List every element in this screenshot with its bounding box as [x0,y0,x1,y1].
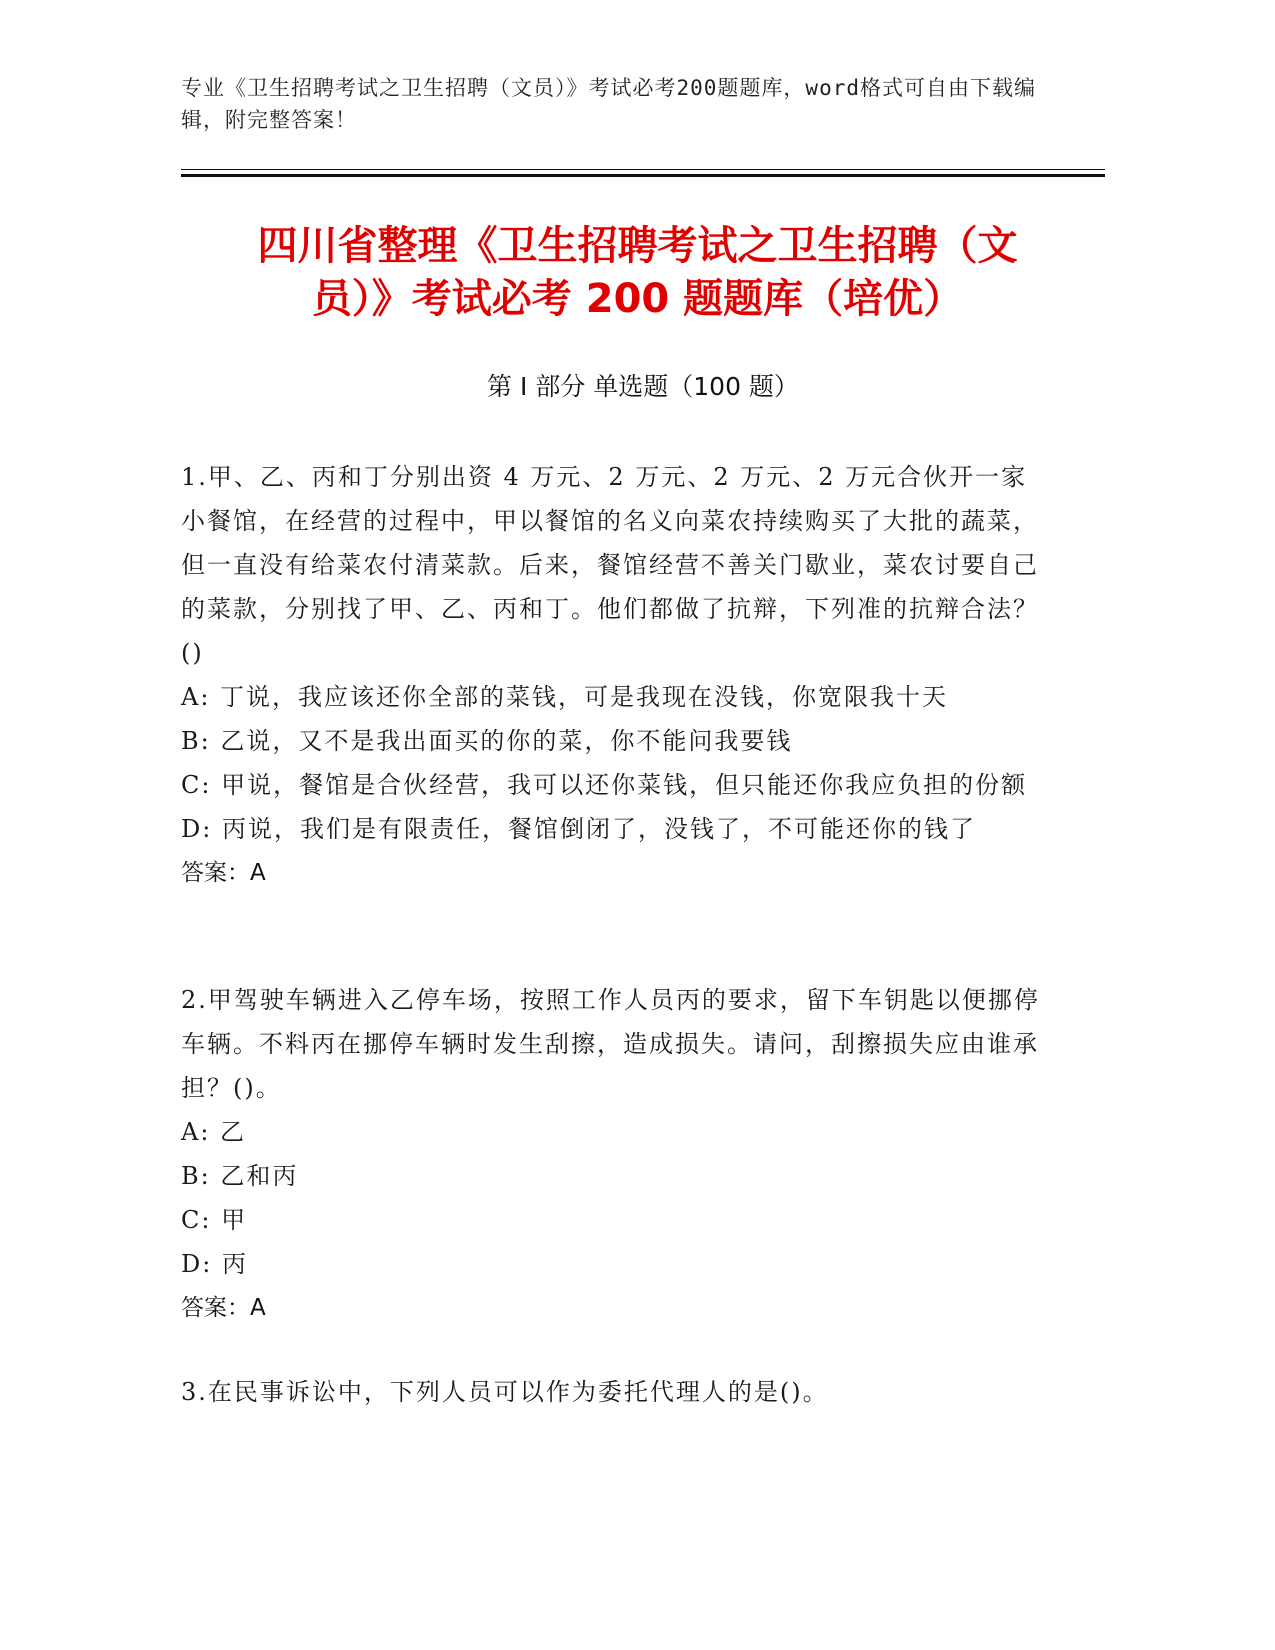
option-b: B: 乙说，又不是我出面买的你的菜，你不能问我要钱 [181,727,793,755]
option-d: D: 丙说，我们是有限责任，餐馆倒闭了，没钱了，不可能还你的钱了 [181,815,976,843]
option-a: A: 丁说，我应该还你全部的菜钱，可是我现在没钱，你宽限我十天 [181,683,949,711]
option-c: C: 甲 [181,1206,248,1234]
option-d: D: 丙 [181,1250,248,1278]
header-note: 专业《卫生招聘考试之卫生招聘（文员）》考试必考200题题库，word格式可自由下载编辑，附完整答案！ [181,76,1036,132]
option-a: A: 乙 [181,1118,247,1146]
header-divider-thick [181,174,1105,177]
page-title-line-2: 员）》考试必考 200 题题库（培优） [311,276,964,322]
answer: 答案：A [181,860,266,886]
question-1 [181,455,1041,895]
page-title [150,220,1125,326]
option-b: B: 乙和丙 [181,1162,299,1190]
question-text: 3.在民事诉讼中，下列人员可以作为委托代理人的是()。 [181,1378,829,1406]
answer: 答案：A [181,1295,266,1321]
header-divider-thin [181,169,1105,170]
question-text: 1.甲、乙、丙和丁分别出资 4 万元、2 万元、2 万元、2 万元合伙开一家小餐馆，在经营的过程中，甲以餐馆的名义向菜农持续购买了大批的蔬菜，但一直没有给菜农付清菜款。后来，餐馆经营不善关门歇业，菜农讨要自己的菜款，分别找了甲、乙、丙和丁。他们都做了抗辩，下列准的抗辩合法？() [181,463,1039,667]
page-title-line-1: 四川省整理《卫生招聘考试之卫生招聘（文 [257,223,1018,269]
question-text: 2.甲驾驶车辆进入乙停车场，按照工作人员丙的要求，留下车钥匙以便挪停车辆。不料丙在挪停车辆时发生刮擦，造成损失。请问，刮擦损失应由谁承担？()。 [181,986,1040,1102]
option-c: C: 甲说，餐馆是合伙经营，我可以还你菜钱，但只能还你我应负担的份额 [181,771,1028,799]
section-title: 第 I 部分 单选题（100 题） [487,372,799,401]
question-2 [181,978,1041,1330]
question-3 [181,1370,1041,1414]
